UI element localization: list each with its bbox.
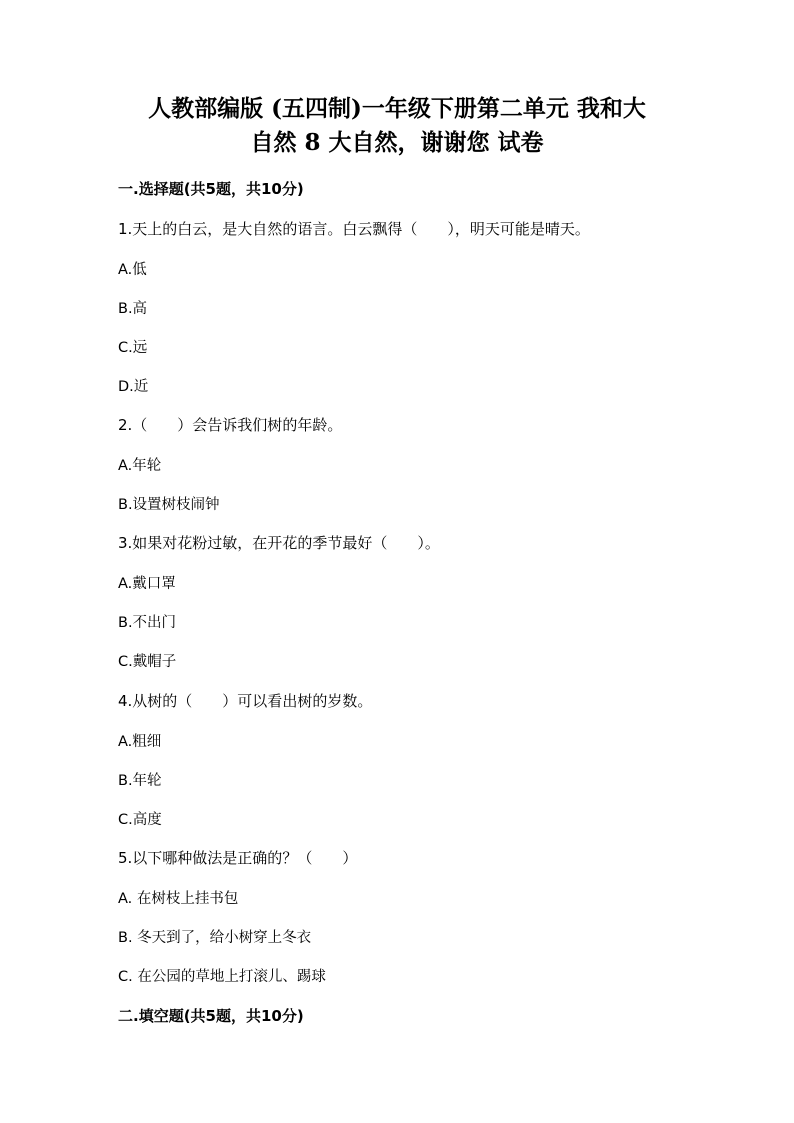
question-1: 1.天上的白云，是大自然的语言。白云飘得（ ），明天可能是晴天。 <box>118 220 590 238</box>
question-4-option-b: B.年轮 <box>118 773 162 789</box>
question-3-option-b: B.不出门 <box>118 615 177 631</box>
question-5-option-b: B. 冬天到了，给小树穿上冬衣 <box>118 930 312 946</box>
question-4-option-c: C.高度 <box>118 812 162 828</box>
question-1-option-a: A.低 <box>118 262 147 278</box>
question-4: 4.从树的（ ）可以看出树的岁数。 <box>118 692 373 710</box>
title-line-1: 人教部编版 (五四制)一年级下册第二单元 我和大 <box>148 95 646 122</box>
question-2: 2.（ ）会告诉我们树的年龄。 <box>118 416 343 434</box>
question-3: 3.如果对花粉过敏，在开花的季节最好（ ）。 <box>118 534 440 552</box>
question-5-option-a: A. 在树枝上挂书包 <box>118 891 239 907</box>
question-5-option-c: C. 在公园的草地上打滚儿、踢球 <box>118 969 326 985</box>
question-1-option-c: C.远 <box>118 340 148 356</box>
question-1-option-b: B.高 <box>118 301 148 317</box>
section-heading-choice: 一.选择题(共5题，共10分) <box>118 180 304 198</box>
question-2-option-a: A.年轮 <box>118 458 162 474</box>
document-title <box>100 92 694 160</box>
question-1-option-d: D.近 <box>118 379 149 395</box>
section-heading-fill-blank: 二.填空题(共5题，共10分) <box>118 1007 304 1025</box>
question-3-option-c: C.戴帽子 <box>118 654 177 670</box>
question-3-option-a: A.戴口罩 <box>118 576 176 592</box>
title-line-2: 自然 8 大自然，谢谢您 试卷 <box>250 129 544 156</box>
question-5: 5.以下哪种做法是正确的？（ ） <box>118 849 358 867</box>
question-4-option-a: A.粗细 <box>118 734 162 750</box>
question-2-option-b: B.设置树枝闹钟 <box>118 497 220 513</box>
